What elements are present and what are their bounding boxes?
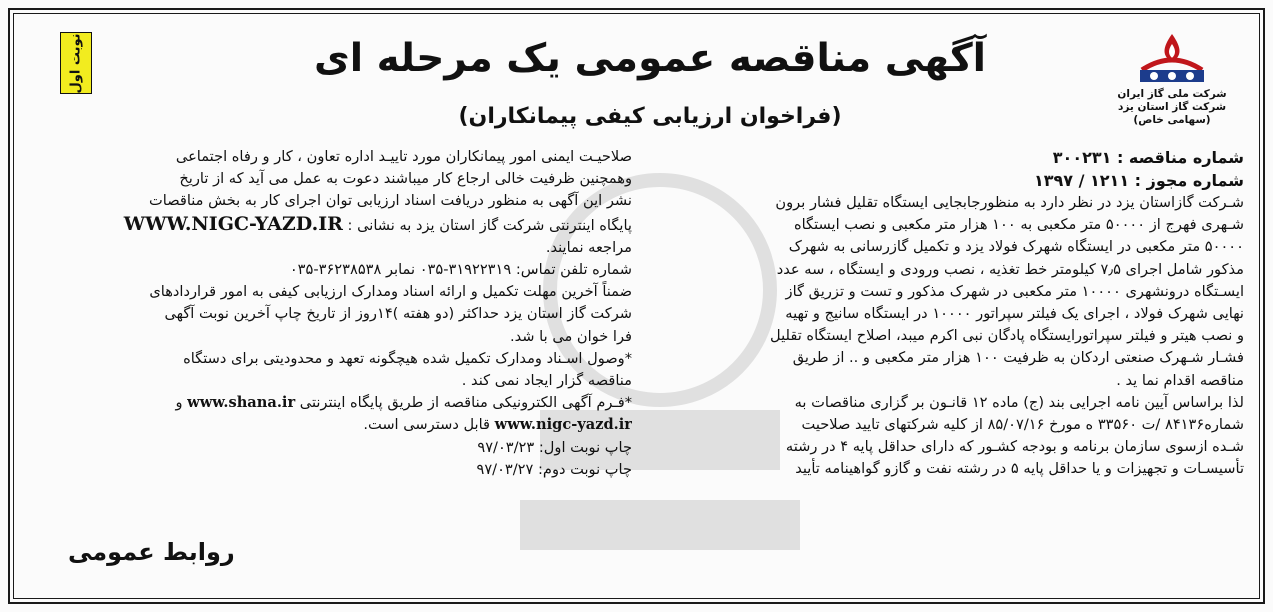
body-line: مناقصه گزار ایجاد نمی کند . (461, 372, 632, 390)
body-line: شـرکت گازاستان یزد در نظر دارد به منظورجابجایی ایستگاه تقلیل فشار برون (775, 194, 1244, 211)
portal-url-link[interactable]: WWW.NIGC-YAZD.IR (123, 212, 343, 235)
body-line: شـهری فهرج از ۵۰۰۰۰ متر مکعبی به ۱۰۰ هزار متر مکعبی و نصب ایستگاه (793, 216, 1244, 234)
shana-url-link[interactable]: www.shana.ir (187, 394, 296, 412)
nigc-url-line (62, 414, 632, 436)
logo-company-name: شرکت ملی گاز ایران (1117, 88, 1227, 100)
conjunction: و (175, 394, 183, 412)
body-line: فرا خوان می با شد. (510, 327, 632, 345)
electronic-text: *فـرم آگهی الکترونیکی مناقصه از طریق پایگاه اینترنتی (299, 394, 632, 412)
availability-text: قابل دسترسی است. (363, 416, 491, 434)
nigc-url-link[interactable]: www.nigc-yazd.ir (494, 416, 632, 434)
electronic-form-line (62, 392, 632, 414)
ad-title: آگهی مناقصه عمومی یک مرحله ای (313, 36, 987, 81)
portal-text: پایگاه اینترنتی شرکت گاز استان یزد به نشانی : (347, 216, 632, 234)
gas-company-emblem-icon (1132, 30, 1212, 88)
body-line: ۵۰۰۰۰ متر مکعبی در ایستگاه شهرک فولاد یزد و تکمیل گازرسانی به شهرک (788, 238, 1244, 256)
body-line: شـده ازسوی سازمان برنامه و بودجه کشـور که دارای حداقل پایه ۴ در رشته (785, 438, 1244, 456)
ad-subtitle: (فراخوان ارزیابی کیفی پیمانکاران) (458, 104, 842, 129)
contact-phone: شماره تلفن تماس: ۳۱۹۲۲۳۱۹-۰۳۵ نمابر ۳۶۲۳۸۵۳۸-۰۳۵ (289, 261, 632, 279)
public-relations-signature: روابط عمومی (68, 538, 235, 566)
first-print-date: چاپ نوبت اول: ۹۷/۰۳/۲۳ (477, 438, 632, 456)
body-line: فشـار شـهرک صنعتی اردکان به ظرفیت ۱۰۰ هزار متر مکعبی و .. از طریق (792, 349, 1244, 367)
company-logo (1112, 30, 1232, 127)
first-publication-badge (60, 32, 92, 94)
body-line: تأسیسـات و تجهیزات و یا حداقل پایه ۵ در رشته نفت و گازو گواهینامه تأیید (795, 460, 1244, 478)
body-line: شماره۸۴۱۳۶ /ت ۳۳۵۶۰ ه مورخ ۸۵/۰۷/۱۶ از کلیه شرکتهای تایید صلاحیت (801, 416, 1244, 434)
right-column (654, 146, 1244, 481)
body-line: نشر این آگهی به منظور دریافت اسناد ارزیابی توان اجرای کار به بخش مناقصات (149, 192, 632, 210)
body-line: مناقصه اقدام نما ید . (1116, 371, 1244, 389)
body-line: وهمچنین ظرفیت خالی ارجاع کار میباشند دعوت به عمل می آید که از تاریخ (179, 170, 632, 188)
body-line: ضمناً آخرین مهلت تکمیل و ارائه اسناد ومدارک ارزیابی کیفی به امور قراردادهای (149, 283, 632, 301)
logo-province-company: شرکت گاز استان یزد (1117, 101, 1227, 114)
body-line: نهایی شهرک فولاد ، اجرای یک فیلتر سپراتور ۱۰۰۰۰ در ایستگاه سانیج و تهیه (785, 305, 1244, 323)
body-line: صلاحیـت ایمنی امور پیمانکاران مورد تاییـد اداره تعاون ، کار و رفاه اجتماعی (175, 148, 632, 165)
body-line: شرکت گاز استان یزد حداکثر (دو هفته )۱۴روز از تاریخ چاپ آخرین نوبت آگهی (164, 305, 632, 323)
left-column (62, 146, 632, 481)
portal-line (62, 213, 632, 237)
tender-number: شماره مناقصه : ۳۰۰۲۳۱ (1052, 148, 1244, 167)
badge-label: نوبت اول (68, 32, 84, 94)
body-line: و نصب هیتر و فیلتر سپراتورایستگاه پادگان نبی اکرم میبد، اصلاح ایستگاه تقلیل (770, 327, 1244, 345)
body-line: مراجعه نمایند. (545, 238, 632, 256)
body-line: لذا براساس آیین نامه اجرایی بند (ج) ماده ۱۲ قانـون بر گزاری مناقصات به (794, 393, 1244, 411)
license-number: شماره مجوز : ۱۲۱۱ / ۱۳۹۷ (1033, 171, 1244, 190)
body-line: *وصول اسـناد ومدارک تکمیل شده هیچگونه تعهد و محدودیتی برای دستگاه (183, 349, 632, 367)
body-line: ایسـتگاه درونشهری ۱۰۰۰۰ متر مکعبی در شهرک مذکور و تست و تزریق گاز (785, 282, 1244, 300)
logo-company-type: (سهامی خاص) (1133, 114, 1211, 127)
body-line: مذکور شامل اجرای ۷٫۵ کیلومتر خط تغذیه ، نصب ورودی و ایستگاه ، سه عدد (776, 260, 1244, 278)
second-print-date: چاپ نوبت دوم: ۹۷/۰۳/۲۷ (476, 460, 632, 478)
